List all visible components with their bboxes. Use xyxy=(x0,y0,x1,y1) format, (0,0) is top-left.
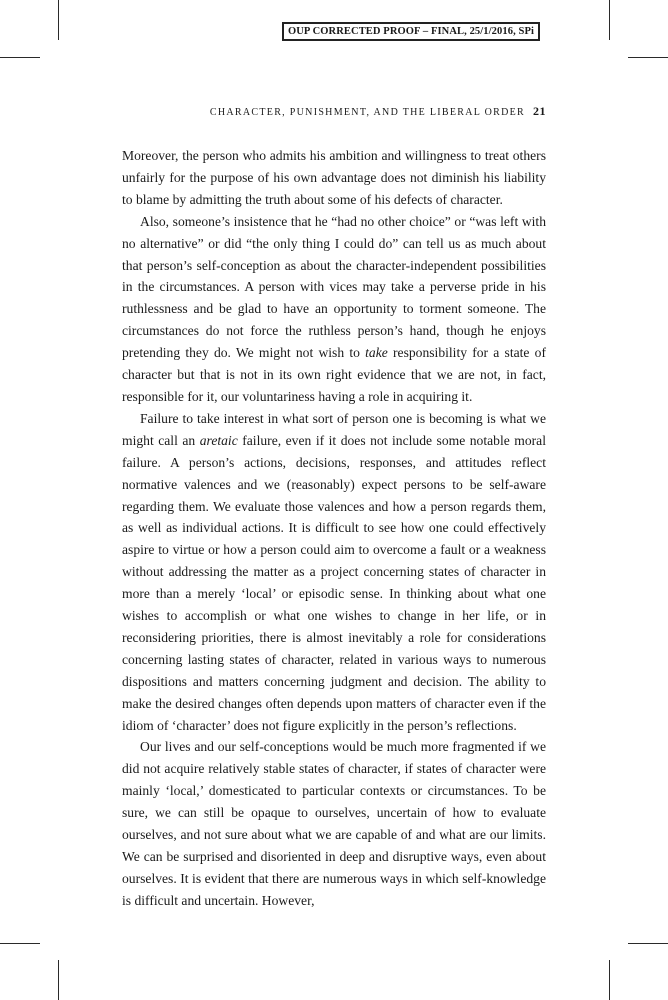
crop-mark-top-left-vertical xyxy=(58,0,59,40)
paragraph xyxy=(122,145,546,211)
paragraph xyxy=(122,211,546,408)
crop-mark-bottom-left-horizontal xyxy=(0,943,40,944)
paragraph-text: Also, someone’s insistence that he “had no other choice” or “was left with no alternative” or did “the only thing I could do” can tell us as much about that person’s self-conception as about the character-independent possibilities in the circumstances. A person with vices may take a perverse pride in his ruthlessness and be glad to have an opportunity to torment someone. The circumstances do not force the ruthless person’s hand, though he enjoys pretending they do. We might not wish to xyxy=(122,213,546,361)
emphasis-aretaic: aretaic xyxy=(199,432,238,448)
paragraph-text: Our lives and our self-conceptions would be much more fragmented if we did not acquire relatively stable states of character, if states of character were mainly ‘local,’ domesticated to particular contexts or circumstances. To be sure, we can still be opaque to ourselves, uncertain of how to evaluate ourselves, and not sure about what we are capable of and what are our limits. We can be surprised and disoriented in deep and disruptive ways, even about ourselves. It is evident that there are numerous ways in which self-knowledge is difficult and uncertain. However, xyxy=(122,739,546,908)
paragraph-text: failure, even if it does not include some notable moral failure. A person’s actions, decisions, responses, and attitudes reflect normative valences and we (reasonably) expect persons to be self-aware regarding them. We evaluate those valences and how a person regards them, as well as individual actions. It is difficult to see how one could effectively aspire to virtue or how a person could aim to overcome a fault or a weakness without addressing the matter as a project concerning states of character in more than a merely ‘local’ or episodic sense. In thinking about what one wishes to accomplish or what one wishes to change in her life, or in reconsidering priorities, there is almost inevitably a role for considerations concerning lasting states of character, related in various ways to numerous dispositions and matters concerning judgment and decision. The ability to make the desired changes often depends upon matters of character even if the idiom of ‘character’ does not figure explicitly in the person’s reflections. xyxy=(122,432,546,733)
body-text xyxy=(122,145,546,912)
proof-stamp: OUP CORRECTED PROOF – FINAL, 25/1/2016, SPi xyxy=(282,22,540,41)
page-number: 21 xyxy=(533,104,546,118)
crop-mark-bottom-left-vertical xyxy=(58,960,59,1000)
crop-mark-top-right-vertical xyxy=(609,0,610,40)
paragraph xyxy=(122,736,546,911)
running-head-title: CHARACTER, PUNISHMENT, AND THE LIBERAL ORDER xyxy=(209,107,525,118)
crop-mark-bottom-right-vertical xyxy=(609,960,610,1000)
emphasis-take: take xyxy=(365,345,388,361)
paragraph-text: Failure to take interest in what sort of person one is becoming is what we might call an xyxy=(122,410,546,448)
running-head xyxy=(122,104,546,120)
crop-mark-bottom-right-horizontal xyxy=(628,943,668,944)
paragraph-text: responsibility for a state of character but that is not in its own right evidence that we are not, in fact, responsible for it, our voluntariness having a role in acquiring it. xyxy=(122,345,547,404)
crop-mark-top-right-horizontal xyxy=(628,57,668,58)
paragraph xyxy=(122,408,546,737)
crop-mark-top-left-horizontal xyxy=(0,57,40,58)
paragraph-text: Moreover, the person who admits his ambition and willingness to treat others unfairly for the purpose of his own advantage does not diminish his liability to blame by admitting the truth about some of his defects of character. xyxy=(122,148,546,207)
